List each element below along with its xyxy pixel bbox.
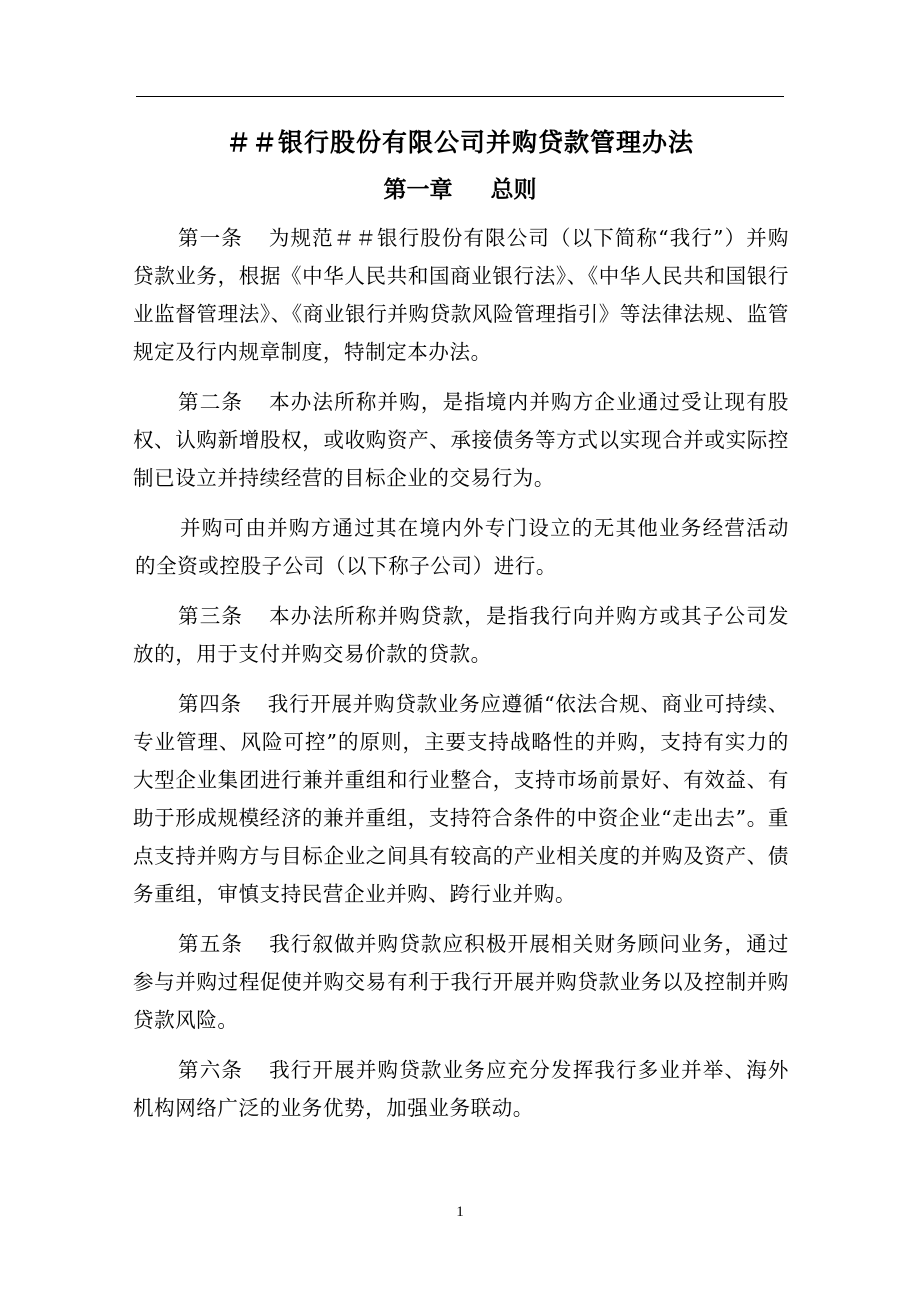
article-label: 第一条: [178, 226, 243, 250]
article-5: [133, 925, 789, 1039]
article-6: [133, 1051, 789, 1127]
article-label: 第四条: [178, 692, 242, 716]
article-2-paragraph-2: [133, 509, 789, 585]
page-number: 1: [456, 1204, 464, 1220]
chapter-number: 第一章: [383, 177, 453, 203]
article-text: 我行叙做并购贷款应积极开展相关财务顾问业务，通过参与并购过程促使并购交易有利于我行开展并购贷款业务以及控制并购贷款风险。: [133, 932, 789, 1032]
chapter-name: 总则: [490, 177, 537, 203]
document-title: ＃＃银行股份有限公司并购贷款管理办法: [225, 128, 694, 157]
article-label: 第三条: [178, 604, 244, 628]
article-text: 本办法所称并购，是指境内并购方企业通过受让现有股权、认购新增股权，或收购资产、承接债务等方式以实现合并或实际控制已设立并持续经营的目标企业的交易行为。: [133, 390, 789, 490]
article-4: [133, 685, 789, 913]
article-1: [133, 219, 789, 371]
document-body: [133, 219, 789, 1139]
header-rule: [136, 96, 784, 97]
article-text: 为规范＃＃银行股份有限公司（以下简称“我行”）并购贷款业务，根据《中华人民共和国商业银行法》、《中华人民共和国银行业监督管理法》、《商业银行并购贷款风险管理指引》等法律法规、监管规定及行内规章制度，特制定本办法。: [133, 226, 789, 364]
article-label: 第六条: [178, 1058, 244, 1082]
article-label: 第五条: [178, 932, 244, 956]
article-text: 本办法所称并购贷款，是指我行向并购方或其子公司发放的，用于支付并购交易价款的贷款。: [133, 604, 789, 666]
article-text: 我行开展并购贷款业务应遵循“依法合规、商业可持续、专业管理、风险可控”的原则，主要支持战略性的并购，支持有实力的大型企业集团进行兼并重组和行业整合，支持市场前景好、有效益、有助于形成规模经济的兼并重组，支持符合条件的中资企业“走出去”。重点支持并购方与目标企业之间具有较高的产业相关度的并购及资产、债务重组，审慎支持民营企业并购、跨行业并购。: [133, 692, 789, 906]
article-2: [133, 383, 789, 497]
chapter-heading: [130, 175, 790, 205]
article-text: 我行开展并购贷款业务应充分发挥我行多业并举、海外机构网络广泛的业务优势，加强业务联动。: [133, 1058, 789, 1120]
article-3: [133, 597, 789, 673]
article-text: 并购可由并购方通过其在境内外专门设立的无其他业务经营活动的全资或控股子公司（以下称子公司）进行。: [135, 516, 789, 578]
article-label: 第二条: [178, 390, 244, 414]
